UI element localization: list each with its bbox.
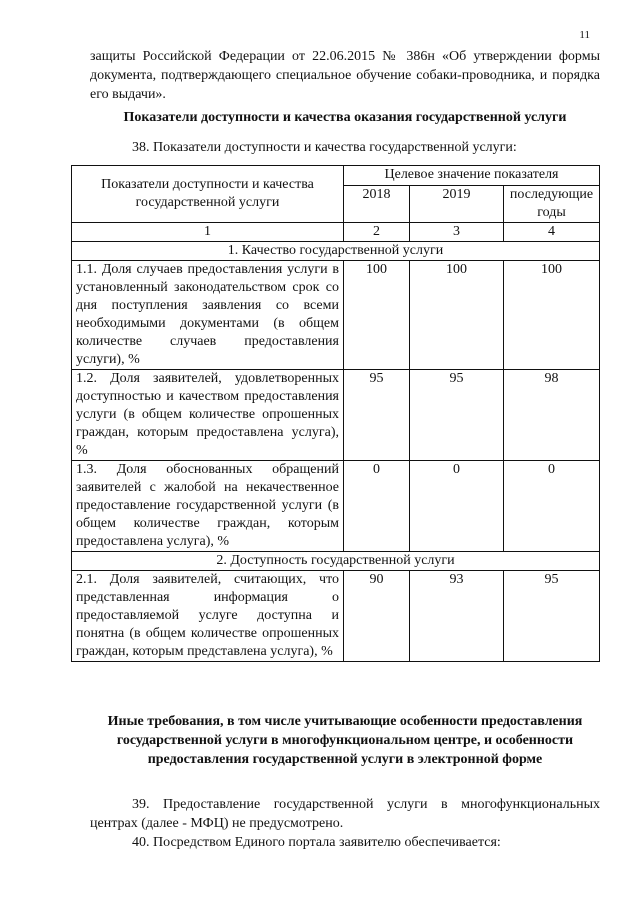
value-2019: 100 [410, 261, 504, 370]
year-2019-cell: 2019 [410, 186, 504, 223]
value-2018: 0 [344, 461, 410, 552]
year-2018-cell: 2018 [344, 186, 410, 223]
value-later: 95 [504, 571, 600, 662]
header-target-cell: Целевое значение показателя [344, 166, 600, 186]
value-2019: 95 [410, 370, 504, 461]
intro-paragraph: защиты Российской Федерации от 22.06.2015 № 386н «Об утверждении формы документа, подтверждающего специальное обучение собаки-проводника, и порядка его выдачи». [90, 49, 600, 102]
page-number: 11 [579, 29, 590, 41]
value-2018: 95 [344, 370, 410, 461]
column-number-cell: 4 [504, 223, 600, 242]
section-heading-other-requirements: Иные требования, в том числе учитывающие особенности предоставления государственной услуги в многофункциональном центре, и особенности предоставления государственной услуги в электронной форме [107, 714, 583, 767]
indicators-table [71, 165, 600, 662]
column-number-cell: 1 [72, 223, 344, 242]
indicator-label: 1.2. Доля заявителей, удовлетворенных доступностью и качеством предоставления услуги (в общем количестве опрошенных граждан, которым предоставлена услуга), % [72, 370, 344, 461]
table-row [72, 261, 600, 370]
column-numbers-row [72, 223, 600, 242]
section-row [72, 242, 600, 261]
table-row [72, 571, 600, 662]
section-row [72, 552, 600, 571]
indicator-label: 1.3. Доля обоснованных обращений заявителей с жалобой на некачественное предоставление государственной услуги (в общем количестве граждан, которым предоставлена услуга), % [72, 461, 344, 552]
indicator-label: 2.1. Доля заявителей, считающих, что представленная информация о предоставляемой услуге доступна и понятна (в общем количестве опрошенных граждан, которым представлена услуга), % [72, 571, 344, 662]
value-2019: 0 [410, 461, 504, 552]
table-row [72, 461, 600, 552]
value-later: 98 [504, 370, 600, 461]
section-title-accessibility: 2. Доступность государственной услуги [72, 552, 600, 571]
table-header-row [72, 166, 600, 186]
value-2018: 100 [344, 261, 410, 370]
value-later: 0 [504, 461, 600, 552]
header-indicator-cell: Показатели доступности и качества государственной услуги [72, 166, 344, 223]
column-number-cell: 3 [410, 223, 504, 242]
value-later: 100 [504, 261, 600, 370]
value-2019: 93 [410, 571, 504, 662]
indicator-label: 1.1. Доля случаев предоставления услуги в установленный законодательством срок со дня поступления заявления со всеми необходимыми документами (в общем количестве случаев предоставления услуги), % [72, 261, 344, 370]
table-row [72, 370, 600, 461]
year-later-cell: последующие годы [504, 186, 600, 223]
paragraph-38: 38. Показатели доступности и качества государственной услуги: [132, 140, 517, 155]
paragraph-39: 39. Предоставление государственной услуги в многофункциональных центрах (далее - МФЦ) не предусмотрено. [90, 797, 600, 831]
section-title-quality: 1. Качество государственной услуги [72, 242, 600, 261]
column-number-cell: 2 [344, 223, 410, 242]
paragraph-40: 40. Посредством Единого портала заявителю обеспечивается: [132, 835, 501, 850]
section-heading-indicators: Показатели доступности и качества оказания государственной услуги [123, 110, 567, 125]
value-2018: 90 [344, 571, 410, 662]
